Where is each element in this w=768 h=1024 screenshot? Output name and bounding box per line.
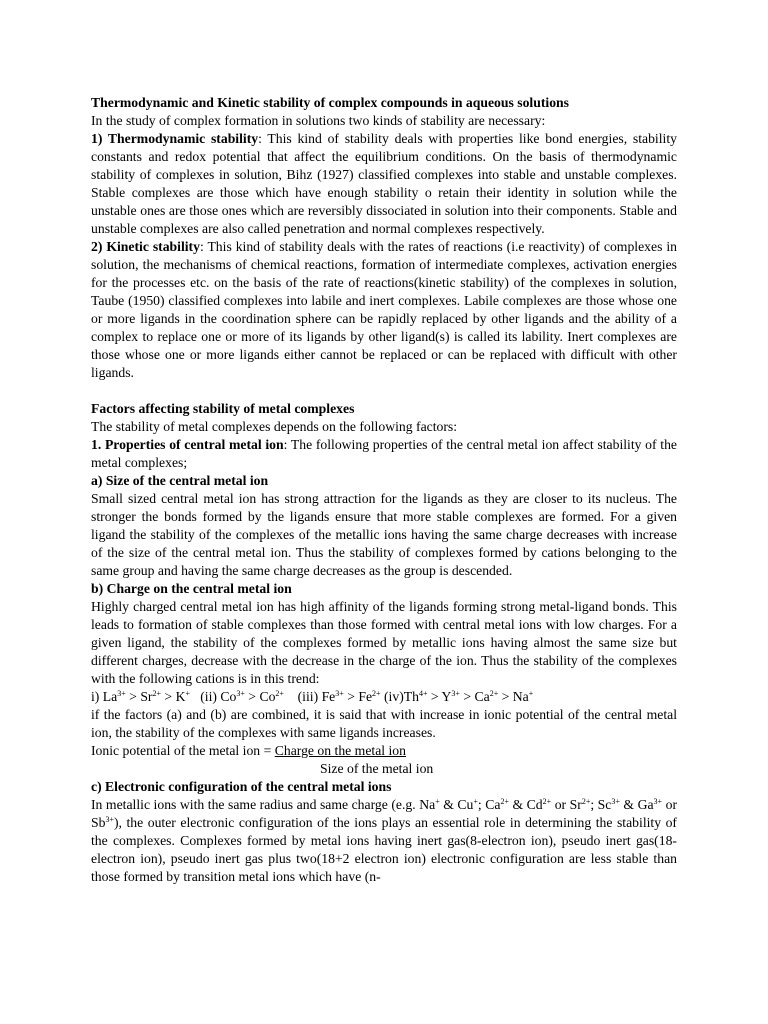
paragraph-text: & Ga [619, 797, 654, 812]
term-label: 1. Properties of central metal ion [91, 437, 284, 452]
trend-text: i) La [91, 689, 118, 704]
charge-sup: + [435, 797, 440, 806]
charge-sup: 3+ [653, 797, 663, 806]
charge-sup: 2+ [489, 689, 499, 698]
paragraph-text: ), the outer electronic configuration of the ions plays an essential role in determining the stability of the complexes. Complexes formed by metal ions having inert gas(8-electron ion), pseudo inert gas(18-electron ion), pseudo inert gas plus two(18+2 electron ion) electronic configuration are less stable than those formed by transition metal ions which have (n- [91, 815, 677, 884]
paragraph-charge: Highly charged central metal ion has high affinity of the ligands forming strong metal-ligand bonds. This leads to formation of stable complexes than those formed with central metal ions with low charges. For a given ligand, the stability of the complexes formed by metallic ions having almost the same size but different charges, decrease with the decrease in the charge of the ion. Thus the stability of the complexes with the following cations is in this trend: [91, 599, 677, 686]
trend-text: > Y [427, 689, 452, 704]
spacer [91, 382, 677, 400]
charge-sup: 2+ [500, 797, 509, 806]
paragraph-text: ; Sc [590, 797, 612, 812]
charge-sup: 2+ [581, 797, 591, 806]
trend-text: (ii) Co [189, 689, 237, 704]
charge-sup: 3+ [611, 797, 620, 806]
paragraph-text: or Sb [91, 797, 677, 830]
charge-sup: 2+ [152, 689, 161, 698]
charge-sup: + [185, 689, 190, 698]
paragraph-text: In metallic ions with the same radius and same charge (e.g. Na [91, 797, 436, 812]
section-heading-factors: Factors affecting stability of metal complexes [91, 401, 355, 416]
subheading-electronic: c) Electronic configuration of the central metal ions [91, 779, 392, 794]
trend-text: > Ca [459, 689, 490, 704]
trend-text: > Na [498, 689, 529, 704]
charge-sup: + [528, 689, 534, 698]
stability-trend [91, 688, 677, 706]
charge-sup: 3+ [335, 689, 344, 698]
charge-sup: 2+ [372, 689, 381, 698]
paragraph-text: & Cd [508, 797, 543, 812]
charge-sup: 2+ [542, 797, 552, 806]
term-label: 2) Kinetic stability [91, 239, 200, 254]
paragraph-text: ; Ca [477, 797, 501, 812]
subheading-charge: b) Charge on the central metal ion [91, 581, 292, 596]
ionic-potential-formula [91, 742, 677, 778]
trend-text: > Fe [343, 689, 373, 704]
paragraph-kinetic [91, 238, 677, 382]
paragraph-text: : This kind of stability deals with the rates of reactions (i.e reactivity) of complexes in solution, the mechanisms of chemical reactions, formation of intermediate complexes, activation energies for the processes etc. on the basis of the rate of reactions(kinetic stability) of the complexes in solution, Taube (1950) classified complexes into labile and inert complexes. Labile complexes are those whose one or more ligands in the coordination sphere can be rapidly replaced by other ligands and the ability of a complex to replace one or more of its ligands by other ligand(s) is called its lability. Inert complexes are those whose one or more ligands either cannot be replaced or can be replaced with difficult with other ligands. [91, 239, 677, 380]
trend-text: > K [161, 689, 186, 704]
paragraph-text: : The following properties of the central metal ion affect stability of the metal complexes; [91, 437, 677, 470]
paragraph-electronic [91, 796, 677, 886]
paragraph-size: Small sized central metal ion has strong attraction for the ligands as they are closer to its nucleus. The stronger the bonds formed by the ligands ensure that more stable complexes are formed. For a given ligand the stability of the complexes of the metallic ions having the same charge decreases with increase of the size of the central metal ion. Thus the stability of complexes formed by cations belonging to the same group and having the same charge decreases as the group is descended. [91, 491, 677, 578]
charge-sup: 3+ [236, 689, 245, 698]
paragraph-thermodynamic [91, 130, 677, 238]
paragraph: In the study of complex formation in solutions two kinds of stability are necessary: [91, 113, 546, 128]
charge-sup: 3+ [451, 689, 460, 698]
charge-sup: + [473, 797, 478, 806]
paragraph-text: or Sr [551, 797, 582, 812]
charge-sup: 4+ [418, 689, 428, 698]
subheading-size: a) Size of the central metal ion [91, 473, 269, 488]
formula-label: Ionic potential of the metal ion = [91, 743, 275, 758]
paragraph-text: : This kind of stability deals with properties like bond energies, stability constants and redox potential that affect the equilibrium conditions. On the basis of thermodynamic stability of complexes in solution, Bihz (1927) classified complexes into stable and unstable complexes. Stable complexes are those which have enough stability o retain their identity in solution while the unstable ones are those ones which are reversibly dissociated in solution into their components. Stable and unstable complexes are also called penetration and normal complexes respectively. [91, 131, 677, 236]
paragraph-properties [91, 436, 677, 472]
formula-numerator: Charge on the metal ion [274, 743, 406, 758]
charge-sup: 2+ [275, 689, 284, 698]
charge-sup: 3+ [117, 689, 126, 698]
charge-sup: 3+ [105, 815, 114, 824]
trend-text: > Co [244, 689, 276, 704]
trend-text: (iii) Fe [283, 689, 336, 704]
paragraph-combined: if the factors (a) and (b) are combined, it is said that with increase in ionic potential of the central metal ion, the stability of the complexes with same ligands increases. [91, 707, 677, 740]
trend-text: > Sr [125, 689, 153, 704]
term-label: 1) Thermodynamic stability [91, 131, 259, 146]
paragraph: The stability of metal complexes depends on the following factors: [91, 419, 458, 434]
formula-denominator: Size of the metal ion [320, 761, 434, 776]
document-page [91, 94, 677, 886]
trend-text: (iv)Th [380, 689, 419, 704]
section-heading-stability: Thermodynamic and Kinetic stability of complex compounds in aqueous solutions [91, 95, 569, 110]
paragraph-text: & Cu [439, 797, 474, 812]
